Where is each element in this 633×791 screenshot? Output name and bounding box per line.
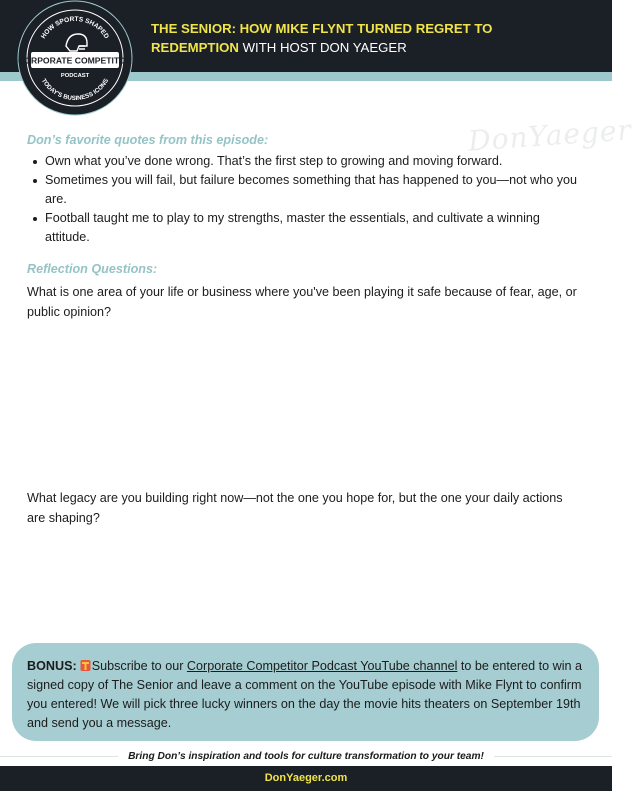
- quotes-heading: Don’s favorite quotes from this episode:: [27, 133, 269, 147]
- bonus-box: [12, 643, 599, 741]
- youtube-channel-link[interactable]: Corporate Competitor Podcast YouTube channel: [186, 659, 458, 673]
- reflection-heading: Reflection Questions:: [27, 262, 158, 276]
- logo-sub: PODCAST: [60, 73, 90, 79]
- quote-item: Football taught me to play to my strengths, master the essentials, and cultivate a winning attitude.: [27, 209, 587, 247]
- quote-item: Own what you’ve done wrong. That’s the first step to growing and moving forward.: [27, 152, 587, 171]
- title-host: WITH HOST DON YAEGER: [238, 40, 407, 55]
- title-line-1: THE SENIOR: HOW MIKE FLYNT TURNED REGRET TO: [151, 21, 493, 36]
- reflection-question-2: What legacy are you building right now—not the one you hope for, but the one your daily actions are shaping?: [27, 491, 563, 525]
- cta-text: Bring Don’s inspiration and tools for culture transformation to your team!: [118, 751, 494, 762]
- episode-title: [151, 19, 591, 57]
- logo-arc-bottom: TODAY'S BUSINESS ICONS: [39, 77, 111, 103]
- tv-icon: [80, 659, 91, 672]
- quote-item: Sometimes you will fail, but failure becomes something that has happened to you—not who you are.: [27, 171, 587, 209]
- bonus-text-before: Subscribe to our: [91, 659, 187, 673]
- logo-name: CORPORATE COMPETITOR: [18, 55, 132, 66]
- podcast-logo: [17, 0, 133, 116]
- website-link[interactable]: DonYaeger.com: [264, 772, 348, 784]
- title-line-2: REDEMPTION: [151, 40, 239, 55]
- logo-arc-top: HOW SPORTS SHAPED: [40, 15, 110, 41]
- bonus-text-after: to be entered to win a signed copy of The Senior and leave a comment on the YouTube episode with Mike Flynt to confirm you entered! We will pick three lucky winners on the day the movie hits theaters on September 19th and send you a message.: [27, 659, 583, 730]
- cta-line: [0, 751, 612, 762]
- bonus-label: BONUS:: [27, 659, 77, 673]
- signature-watermark: DonYaeger: [467, 113, 633, 158]
- reflection-question-1: What is one area of your life or business where you've been playing it safe because of fear, age, or public opinion?: [27, 285, 577, 319]
- footer-bar: [0, 766, 612, 791]
- quotes-list: [27, 152, 587, 247]
